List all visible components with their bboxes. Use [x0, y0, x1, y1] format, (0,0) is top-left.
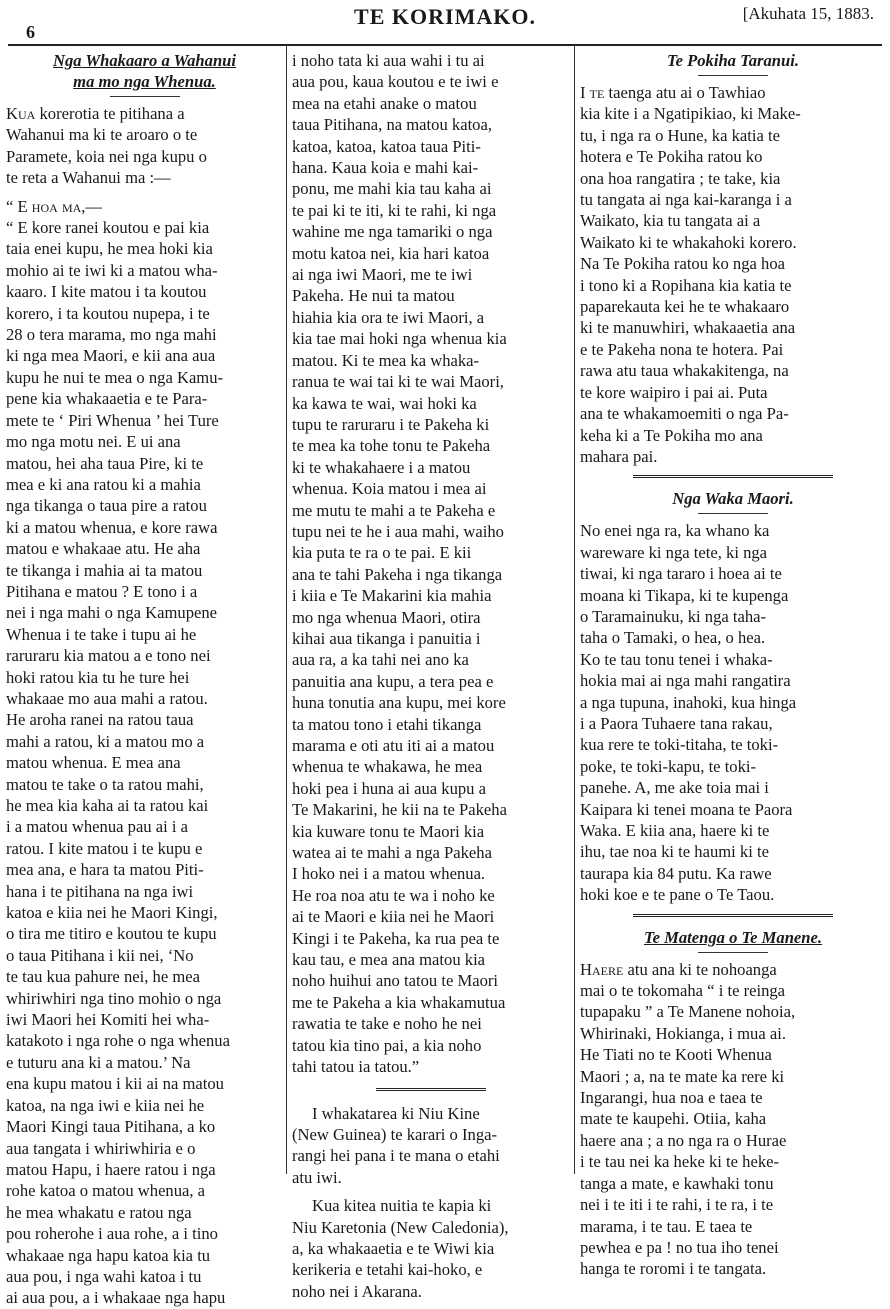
article-body: No enei nga ra, ka whano ka wareware ki nga tete, ki nga tiwai, ki nga tararo i hoea ai te moana ki Tikapa, ki te kupenga o Taramainuku, ki nga taha- taha o Tamaki, o hea, o hea. Ko te tau tonu tenei i whaka- hokia mai ai nga mahi rangatira a nga tupuna, inahoki, kua hinga i a Paora Tuhaere tana rakau, kua rere te toki-titaha, te toki- poke, te toki-kapu, te toki- panehe. A, me ake toia mai i Kaipara ki tenei moana te Paora Waka. E kiia ana, haere ki te ihu, tae noa ki te haumi ki te taurapa kia 84 putu. Ka rawe hoki koe e te pane o Te Taou. [580, 521, 797, 905]
article-text: atu ana ki te nohoanga mai o te tokomaha “ i te reinga tupapaku ” a Te Manene nohoia, Whirinaki, Hokianga, i mua ai. He Tiati no te Kooti Whenua Maori ; a, na te mate ka rere ki Ingarangi, hua noa e taea te mate te kaupehi. Otiia, kaha haere ana ; a no nga ra o Hurae i te tau nei ka heke ki te heke- tanga a mate, e kawhaki tonu nei i te iti i te rahi, i te ra, i te marama, i te tau. E taea te pewhea e pa ! no tua iho tenei hanga te roromi i te tangata. [580, 959, 796, 1279]
heading-rule [110, 96, 180, 97]
newspaper-title: TE KORIMAKO. [354, 4, 536, 29]
article-text: taenga atu ai o Tawhiao kia kite i a Ngatipikiao, ki Make- tu, i nga ra o Hune, ka katia te hotera e Te Pokiha ratou ko ona hoa rangatira ; te take, kia tu tangata ai nga kai-karanga i a Waikato, kia tu tangata ai a Waikato ki te whakahoki korero. Na Te Pokiha ratou ko nga hoa i tono ki a Ropihana kia katia te paparekauta kei he te whakaaro ki te manuwhiri, whakaaetia ana e te Pakeha nona te hotera. Pai rawa atu taua whakakitenga, na te kore waipiro i pai ai. Puta ana te whakamoemiti o nga Pa- keha ki a Te Pokiha mo ana mahara pai. [580, 83, 801, 466]
heading-rule [698, 513, 768, 514]
column-2 [292, 50, 570, 1301]
heading-line: ma mo nga Whenua. [73, 72, 216, 91]
news-item-new-caledonia: Kua kitea nuitia te kapia ki Niu Karetonia (New Caledonia), a, ka whakaaetia e te Wiwi kia kerikeria e tetahi kai-hoko, e noho nei i Akarana. [292, 1196, 509, 1301]
column-3 [580, 50, 886, 1279]
heading-rule [698, 952, 768, 953]
heading-rule [698, 75, 768, 76]
heading-line: Nga Whakaaro a Wahanui [52, 51, 237, 70]
dropcap-lead: I te [580, 83, 605, 102]
section-rule [376, 1088, 486, 1093]
article-heading: Nga Waka Maori. [672, 489, 794, 509]
article-intro [6, 103, 283, 189]
column-1 [6, 50, 283, 1308]
letter-body-part1: “ E kore ranei koutou e pai kia taia enei kupu, he mea hoki kia mohio ai te iwi ki a matou wha- kaaro. I kite matou i ta koutou korero, i ta koutou nupepa, i te 28 o tera marama, mo nga mahi ki nga mea Maori, e kii ana aua kupu he nui te mea o nga Kamu- pene kia whakaaetia e te Para- mete te ‘ Piri Whenua ’ hei Ture mo nga motu nei. E ui ana matou, hei aha taua Pire, ki te mea e ki ana ratou ki a mahia nga tikanga o taua pire a ratou ki a matou whenua, e kore rawa matou e whakaae atu. He aha te tikanga i mahia ai ta matou Pitihana e matou ? E tono i a nei i nga mahi o nga Kamupene Whenua i te take i tupu ai he raruraru kia matou a e tono nei hoki ratou kia tu he ture hei whakaae mo aua mahi a ratou. He aroha ranei na ratou taua mahi a ratou, ki a matou mo a matou whenua. E mea ana matou te take o ta ratou mahi, he mea kia kaha ai ta ratou kai i a matou whenua pau ai i a ratou. I kite matou i te kupu e mea ana, e hara ta matou Piti- hana i te pitihana na nga iwi katoa e kiia nei he Maori Kingi, o tira me titiro e koutou te kupu o taua Pitihana i kii nei, ‘No te tau kua pahure nei, he mea whiriwhiri nga tino mohio o nga iwi Maori hei Komiti hei wha- katakoto i nga rohe o nga whenua e tuturu ana ki a matou.’ Na ena kupu matou i kii ai na matou katoa, na nga iwi e kiia nei he Maori Kingi taua Pitihana, a ko aua tangata i whiriwhiria e o matou Hapu, i haere ratou i nga rohe katoa o matou whenua, a he mea whakatu e ratou nga pou roherohe i aua rohe, a i tino whakaae nga hapu katoa kia tu aua pou, i nga wahi katoa i tu ai aua pou, a i whakaae nga hapu [6, 218, 230, 1308]
article-heading: Te Pokiha Taranui. [666, 51, 800, 70]
masthead [0, 0, 890, 44]
section-rule [633, 475, 833, 480]
header-rule [8, 44, 882, 46]
dropcap-lead: Haere [580, 959, 624, 979]
issue-date: [Akuhata 15, 1883. [742, 4, 874, 23]
letter-body-part2: i noho tata ki aua wahi i tu ai aua pou, kaua koutou e te iwi e mea na etahi anake o matou taua Pitihana, na matou katoa, katoa, katoa, katoa taua Piti- hana. Kaua koia e mahi kai- ponu, me mahi kia tau kaha ai te pai ki te iti, ki te rahi, ki nga wahine me nga tamariki o nga motu katoa nei, kia hari katoa ai nga iwi Maori, me te iwi Pakeha. He nui ta matou hiahia kia ora te iwi Maori, a kia tae mai hoki nga whenua kia matou. Ki te mea ka whaka- ranua te wai tai ki te wai Maori, ka kawa te wai, wai hoki ka tupu te raruraru i te Pakeha ki te mea ka tohe tonu te Pakeha ki te whakahaere i a matou whenua. Koia matou i mea ai me mutu te mahi a te Pakeha e tupu nei te he i aua mahi, waiho kia puta te ra o te pai. E kii ana te tahi Pakeha i nga tikanga i kiia e Te Makarini kia mahia mo nga whenua Maori, otira kihai aua tikanga i panuitia i aua ra, a ka tahi nei ano ka panuitia ana kupu, a tera pea e huna tonutia ana kupu, mei kore ta matou tono i etahi tikanga marama e oti atu iti ai a matou whenua te whakawa, he mea hoki pea i huna ai aua kupu a Te Makarini, he kii na te Pakeha kia kuware tonu te Maori kia watea ai te mahi a nga Pakeha I hoko nei i a matou whenua. He roa noa atu te wa i noho ke ai te Maori e kiia nei he Maori Kingi i te Pakeha, ka rua pea te kau tau, e mea ana matou kia noho huihui ano tatou te Maori me te Pakeha a kia whakamutua rawatia te take e noho he nei tatou kia tino pai, a kia noho tahi tatou ia tatou.” [292, 51, 507, 1077]
news-item-new-guinea: I whakatarea ki Niu Kine (New Guinea) te karari o Inga- rangi hei pana i te mana o etahi atu iwi. [292, 1103, 500, 1187]
page-number: 6 [26, 22, 35, 42]
heading-line: Te Matenga o Te Manene. [643, 927, 823, 947]
section-rule [633, 914, 833, 919]
article-body [580, 959, 886, 1280]
dropcap-lead: Kua [6, 104, 36, 123]
column-divider [286, 46, 287, 1174]
article-body [580, 82, 886, 467]
article-heading [580, 927, 886, 948]
article-heading [6, 50, 283, 92]
intro-text: korerotia te pitihana a Wahanui ma ki te aroaro o te Paramete, koia nei nga kupu o te reta a Wahanui ma :— [6, 104, 207, 188]
column-divider [574, 46, 575, 1174]
letter-salutation: “ E hoa ma,— [6, 196, 103, 216]
